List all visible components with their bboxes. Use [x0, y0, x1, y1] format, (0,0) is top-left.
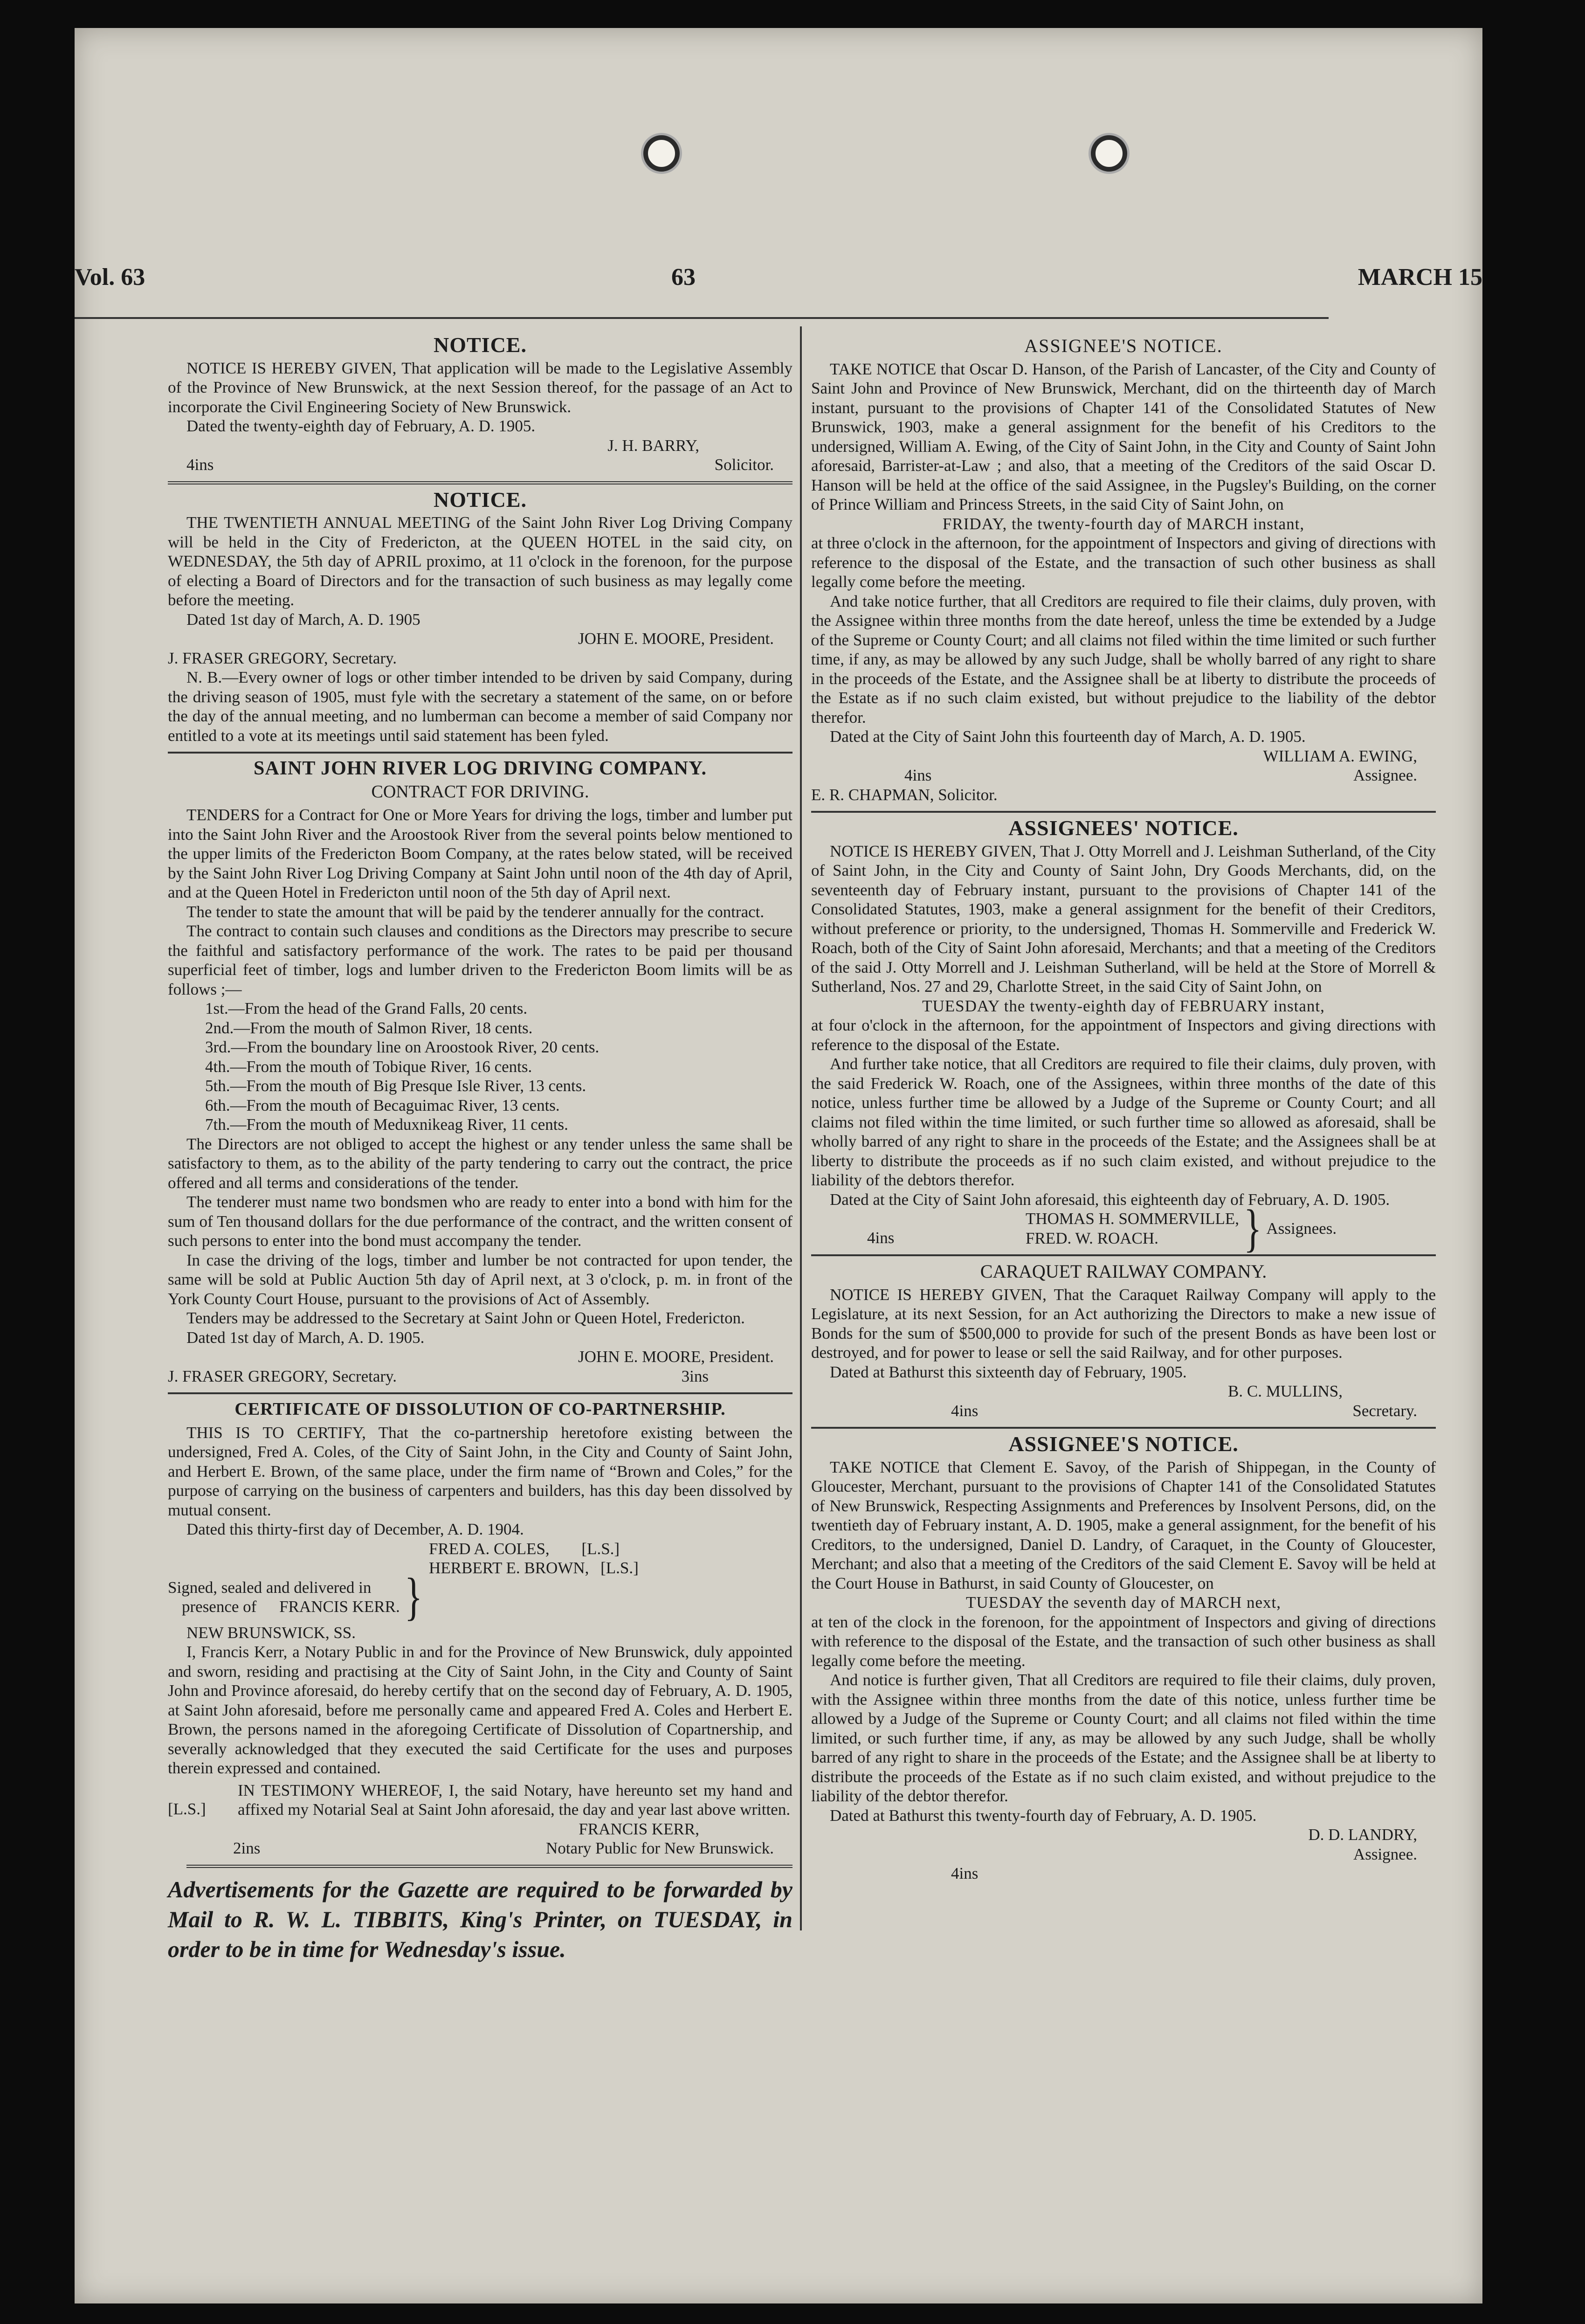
- certificate-title: CERTIFICATE OF DISSOLUTION OF CO-PARTNERSHIP.: [234, 1399, 726, 1419]
- contract-footer: [168, 1367, 792, 1386]
- signer-role: Assignees.: [1266, 1219, 1337, 1238]
- contract-paragraph: TENDERS for a Contract for One or More Years for driving the logs, timber and lumber put into the Saint John River and the Aroostook River from the several points below mentioned to the upper limits of the Fredericton Boom Company, at the rates below stated, will be received by the Saint John River Log Driving Company at Saint John until noon of the 4th day of April, and at the Queen Hotel in Fredericton until noon of the 5th day of April next.: [168, 806, 792, 901]
- seal-mark: [L.S.]: [600, 1559, 639, 1577]
- meeting-day: TUESDAY the seventh day of MARCH next,: [965, 1593, 1282, 1612]
- rate-item: 1st.—From the head of the Grand Falls, 20 cents.: [205, 999, 528, 1017]
- secretary-signature: B. C. MULLINS,: [1228, 1382, 1343, 1400]
- testimony-block: [168, 1781, 792, 1819]
- left-column: [168, 333, 792, 1964]
- notice-dated: Dated 1st day of March, A. D. 1905: [186, 610, 420, 629]
- testimony-lead: IN TESTIMONY WHEREOF,: [238, 1781, 443, 1799]
- insertion-count: 3ins: [681, 1367, 709, 1385]
- presence-label: presence of: [182, 1598, 257, 1616]
- section-rule: [186, 1865, 792, 1868]
- contract-paragraph: The contract to contain such clauses and conditions as the Directors may prescribe to secure the faithful and satisfactory performance of the work. The rates to be paid per thousand superficial feet of timber, logs and lumber driven to the Fredericton Boom limits will be as follows ;—: [168, 922, 792, 998]
- column-divider: [800, 326, 802, 1930]
- signer-name: FRED A. COLES,: [429, 1539, 550, 1558]
- rate-item: 4th.—From the mouth of Tobique River, 16 cents.: [205, 1057, 532, 1076]
- notice-title: ASSIGNEES' NOTICE.: [1008, 816, 1239, 840]
- rate-item: 3rd.—From the boundary line on Aroostook River, 20 cents.: [205, 1038, 600, 1056]
- rate-item: 5th.—From the mouth of Big Presque Isle River, 13 cents.: [205, 1077, 586, 1095]
- insertion-count: 4ins: [867, 1228, 895, 1247]
- notice-body: at ten of the clock in the forenoon, for the appointment of Inspectors and giving of directions with reference to the disposal of the Estate, and the transaction of such other business as shall legally come before the meeting.: [811, 1612, 1436, 1670]
- certificate-body: THIS IS TO CERTIFY, That the co-partnership heretofore existing between the undersigned, Fred A. Coles, of the City of Saint John, in the City and County of Saint John, and Herbert E. Brown, of the same place, under the firm name of “Brown and Coles,” for the purpose of carrying on the business of carpenters and builders, has this day been dissolved by mutual consent.: [168, 1423, 792, 1519]
- signer-role: Solicitor.: [714, 456, 774, 474]
- contract-paragraph: Tenders may be addressed to the Secretary at Saint John or Queen Hotel, Fredericton.: [186, 1309, 745, 1327]
- page-number: 63: [671, 264, 696, 290]
- notice-footer: [168, 455, 792, 475]
- notice-title: NOTICE.: [434, 487, 527, 512]
- binding-hole-right: [1091, 135, 1127, 172]
- signer-role: Assignee.: [1353, 1845, 1417, 1863]
- section-rule: [168, 481, 792, 484]
- assignee-name: FRED. W. ROACH.: [1026, 1229, 1158, 1247]
- meeting-day: TUESDAY the twenty-eighth day of FEBRUARY instant,: [922, 996, 1325, 1015]
- certificate-dissolution: [168, 1400, 792, 1858]
- notice-dated: Dated at the City of Saint John aforesaid, this eighteenth day of February, A. D. 1905.: [830, 1190, 1390, 1209]
- assignee-name: THOMAS H. SOMMERVILLE,: [1026, 1210, 1240, 1228]
- contract-dated: Dated 1st day of March, A. D. 1905.: [186, 1328, 425, 1347]
- insertion-count: 4ins: [951, 1864, 979, 1882]
- right-column: [811, 333, 1436, 1883]
- signer-role: Secretary.: [1352, 1401, 1417, 1420]
- advertisement-instructions: Advertisements for the Gazette are required to be forwarded by Mail to R. W. L. TIBBITS, King's Printer, on TUESDAY, in order to be in time for Wednesday's issue.: [168, 1876, 792, 1962]
- notary-paragraph: I, Francis Kerr, a Notary Public in and for the Province of New Brunswick, duly appointed and sworn, residing and practising at the City of Saint John, in the City and County of Saint John and Province aforesaid, do hereby certify that on the second day of February, A. D. 1905, at Saint John aforesaid, before me personally came and appeared Fred A. Coles and Herbert E. Brown, the persons named in the aforegoing Certificate of Dissolution of Copartnership, and severally acknowledged that they executed the said Certificate for the uses and purposes therein expressed and contained.: [168, 1643, 792, 1777]
- notice-body: And notice is further given, That all Creditors are required to file their claims, duly proven, with the Assignee within three months from the date of this notice, unless further time be allowed by a Judge of the Supreme or County Court; and all claims not filed within the time limited, or such further time, if any, as may be allowed by any such Judge, shall be wholly barred of any right to share in the proceeds of the Estate; and the Assignee shall be at liberty to distribute the proceeds of the Estate as if no such claim existed, and without prejudice to the liability of the debtor therefor.: [811, 1671, 1436, 1805]
- venue-label: NEW BRUNSWICK, SS.: [186, 1623, 356, 1642]
- company-title: SAINT JOHN RIVER LOG DRIVING COMPANY.: [254, 758, 707, 779]
- notary-role: Notary Public for New Brunswick.: [546, 1839, 774, 1857]
- section-rule: [811, 1254, 1436, 1256]
- notice-annual-meeting: [168, 487, 792, 746]
- witness-name: FRANCIS KERR.: [279, 1598, 400, 1616]
- notice-body: NOTICE IS HEREBY GIVEN, That application will be made to the Legislative Assembly of the Province of New Brunswick, at the next Session thereof, for the passage of an Act to incorporate the Civil Engineering Society of New Brunswick.: [168, 359, 792, 416]
- notice-dated: Dated at Bathurst this twenty-fourth day of February, A. D. 1905.: [830, 1806, 1257, 1825]
- notice-dated: Dated at the City of Saint John this fourteenth day of March, A. D. 1905.: [830, 727, 1306, 746]
- secretary-signature: J. FRASER GREGORY, Secretary.: [168, 1367, 397, 1385]
- assignee-notice-hanson: [811, 336, 1436, 804]
- notice-body: NOTICE IS HEREBY GIVEN, That J. Otty Morrell and J. Leishman Sutherland, of the City of Saint John, in the City and County of Saint John, Dry Goods Merchants, did, on the seventeenth day of February instant, pursuant to the provisions of Chapter 141 of the Consolidated Statutes, 1903, make a general assignment for the benefit of their Creditors, without preference or priority, to the undersigned, Thomas H. Sommerville and Frederick W. Roach, both of the City of Saint John aforesaid, Merchants; and that a meeting of the Creditors of the said J. Otty Morrell and J. Leishman Sutherland, will be held at the Store of Morrell & Sutherland, Nos. 27 and 29, Charlotte Street, in the said City of Saint John, on: [811, 842, 1436, 996]
- assignee-signature: D. D. LANDRY,: [1308, 1826, 1417, 1844]
- volume-label: Vol. 63: [75, 264, 145, 290]
- insertion-count: 4ins: [904, 766, 932, 784]
- notice-title: ASSIGNEE'S NOTICE.: [1024, 335, 1223, 356]
- caraquet-railway-notice: [811, 1262, 1436, 1420]
- brace-glyph: }: [404, 1568, 423, 1626]
- notice-footer: [811, 1401, 1436, 1421]
- seal-mark: [L.S.]: [168, 1799, 206, 1818]
- notice-dated: Dated at Bathurst this sixteenth day of February, 1905.: [830, 1363, 1187, 1381]
- partner-signatures: [168, 1539, 792, 1578]
- solicitor-signature: E. R. CHAPMAN, Solicitor.: [811, 785, 998, 804]
- contract-paragraph: The Directors are not obliged to accept the highest or any tender unless the same shall be satisfactory to them, as to the ability of the party tendering to carry out the contract, the price offered and all terms and considerations of the tender.: [168, 1134, 792, 1192]
- seal-mark: [L.S.]: [581, 1539, 620, 1558]
- page-header: [75, 263, 1510, 305]
- brace-glyph: }: [1244, 1199, 1262, 1258]
- notice-footer: [811, 766, 1436, 785]
- rate-item: 2nd.—From the mouth of Salmon River, 18 cents.: [205, 1018, 533, 1037]
- notice-title: NOTICE.: [434, 333, 527, 357]
- assignees-notice-morrell: [811, 816, 1436, 1258]
- section-rule: [811, 811, 1436, 813]
- notice-dated: Dated the twenty-eighth day of February, A. D. 1905.: [186, 417, 536, 435]
- insertion-count: 4ins: [186, 456, 214, 474]
- notice-body: TAKE NOTICE that Oscar D. Hanson, of the Parish of Lancaster, of the City and County of Saint John and Province of New Brunswick, Merchant, did on the thirteenth day of March instant, pursuant to the provisions of Chapter 141 of the Consolidated Statutes of New Brunswick, 1903, make a general assignment for the benefit of his Creditors to the undersigned, William A. Ewing, of the City of Saint John, in the City and County of Saint John aforesaid, Barrister-at-Law ; and also, that a meeting of the Creditors of the said Oscar D. Hanson will be held at the office of the said Assignee, in the Pugsley's Building, on the corner of Prince William and Princess Streets, in the said City of Saint John, on: [811, 360, 1436, 513]
- assignee-notice-savoy: [811, 1434, 1436, 1883]
- binding-hole-left: [643, 135, 680, 172]
- president-signature: JOHN E. MOORE, President.: [578, 1348, 774, 1366]
- assignee-signature: WILLIAM A. EWING,: [1263, 747, 1417, 765]
- nb-paragraph: N. B.—Every owner of logs or other timber intended to be driven by said Company, during the driving season of 1905, must fyle with the secretary a statement of the same, on or before the day of the annual meeting, and no lumberman can become a member of said Company nor entitled to a vote at its meetings until said statement has been fyled.: [168, 668, 792, 745]
- issue-date: MARCH 15: [1358, 264, 1482, 290]
- contract-paragraph: In case the driving of the logs, timber and lumber be not contracted for upon tender, the same will be sold at Public Auction 5th day of April next, at 3 o'clock, p. m. in front of the York County Court House, pursuant to the provisions of Act of Assembly.: [168, 1251, 792, 1308]
- notice-signer: J. H. BARRY,: [607, 436, 699, 455]
- section-rule: [811, 1427, 1436, 1429]
- insertion-count: 2ins: [233, 1839, 261, 1857]
- meeting-day: FRIDAY, the twenty-fourth day of MARCH instant,: [942, 514, 1305, 533]
- notice-body: TAKE NOTICE that Clement E. Savoy, of the Parish of Shippegan, in the County of Gloucester, Merchant, pursuant to the provisions of Chapter 141 of the Consolidated Statutes of New Brunswick, Respecting Assignments and Preferences by Insolvent Persons, did, on the twentieth day of February instant, A. D. 1905, make a general assignment, for the benefit of his Creditors, to the undersigned, Daniel D. Landry, of Caraquet, in the County of Gloucester, Merchant; and also that a meeting of the Creditors of the said Clement E. Savoy will be held at the Court House in Bathurst, in said County of Gloucester, on: [811, 1458, 1436, 1592]
- rate-item: 6th.—From the mouth of Becaguimac River, 13 cents.: [205, 1096, 560, 1114]
- contract-paragraph: The tenderer must name two bondsmen who are ready to enter into a bond with him for the sum of Ten thousand dollars for the due performance of the contract, and the written consent of such persons to enter into the bond must accompany the tender.: [168, 1193, 792, 1250]
- notice-body: And take notice further, that all Creditors are required to file their claims, duly proven, with the Assignee within three months from the date hereof, unless the time be extended by a Judge of the Supreme or County Court; and all claims not filed within the time limited or such further time, if any, as may be allowed by any such Judge, shall be wholly barred of any right to share in the proceeds of the Estate, and the Assignee shall be at liberty to distribute the proceeds of the Estate as if no such claim existed, but without prejudice to the liability of the debtor therefor.: [811, 592, 1436, 726]
- testimony-text: I, the said Notary, have hereunto set my hand and affixed my Notarial Seal at Saint John aforesaid, the day and year last above written.: [238, 1781, 793, 1819]
- contract-subtitle: CONTRACT FOR DRIVING.: [371, 782, 589, 802]
- notice-body: THE TWENTIETH ANNUAL MEETING of the Saint John River Log Driving Company will be held in the City of Fredericton, at the QUEEN HOTEL in the said city, on WEDNESDAY, the 5th day of APRIL proximo, at 11 o'clock in the forenoon, for the purpose of electing a Board of Directors and for the transaction of such business as may legally come before the meeting.: [168, 513, 792, 609]
- notice-title: ASSIGNEE'S NOTICE.: [1008, 1432, 1239, 1456]
- section-rule: [168, 752, 792, 754]
- insertion-count: 4ins: [951, 1401, 979, 1420]
- signed-line: Signed, sealed and delivered in: [168, 1578, 372, 1597]
- notice-body: NOTICE IS HEREBY GIVEN, That the Caraquet Railway Company will apply to the Legislature, at its next Session, for an Act authorizing the Directors to make a new issue of Bonds for the sum of $500,000 to provide for such of the present Bonds as have been lost or destroyed, and for power to lease or sell the said Railway, and for other purposes.: [811, 1285, 1436, 1362]
- notice-title: CARAQUET RAILWAY COMPANY.: [980, 1261, 1267, 1282]
- contract-paragraph: The tender to state the amount that will be paid by the tenderer annually for the contract.: [186, 902, 765, 921]
- signer-role: Assignee.: [1353, 766, 1417, 784]
- signer-name: HERBERT E. BROWN,: [429, 1559, 589, 1577]
- notice-body: at four o'clock in the afternoon, for the appointment of Inspectors and giving directions with reference to the disposal of the Estate.: [811, 1016, 1436, 1054]
- certificate-dated: Dated this thirty-first day of December, A. D. 1904.: [186, 1520, 524, 1538]
- notice-civil-engineering: [168, 335, 792, 475]
- rate-item: 7th.—From the mouth of Meduxnikeag River, 11 cents.: [205, 1115, 568, 1134]
- header-rule: [75, 317, 1329, 319]
- president-signature: JOHN E. MOORE, President.: [578, 629, 774, 648]
- notice-body: And further take notice, that all Creditors are required to file their claims, duly proven, with the said Frederick W. Roach, one of the Assignees, within three months of the date of this notice, unless further time be allowed by a Judge of the Supreme or County Court; and all claims not filed within the time limited, or such further time so allowed as aforesaid, shall be wholly barred of any right to share in the proceeds of the Estate; and the Assignees shall be at liberty to distribute the proceeds as if no such claim existed, and without prejudice to the liability of the debtors therefor.: [811, 1055, 1436, 1189]
- contract-for-driving: [168, 759, 792, 1386]
- notice-body: at three o'clock in the afternoon, for the appointment of Inspectors and giving of directions with reference to the disposal of the Estate, and the transaction of such other business as shall legally come before the meeting.: [811, 534, 1436, 591]
- notary-name: FRANCIS KERR,: [579, 1819, 699, 1838]
- notary-footer: [168, 1839, 792, 1858]
- secretary-signature: J. FRASER GREGORY, Secretary.: [168, 649, 397, 667]
- section-rule: [168, 1392, 792, 1394]
